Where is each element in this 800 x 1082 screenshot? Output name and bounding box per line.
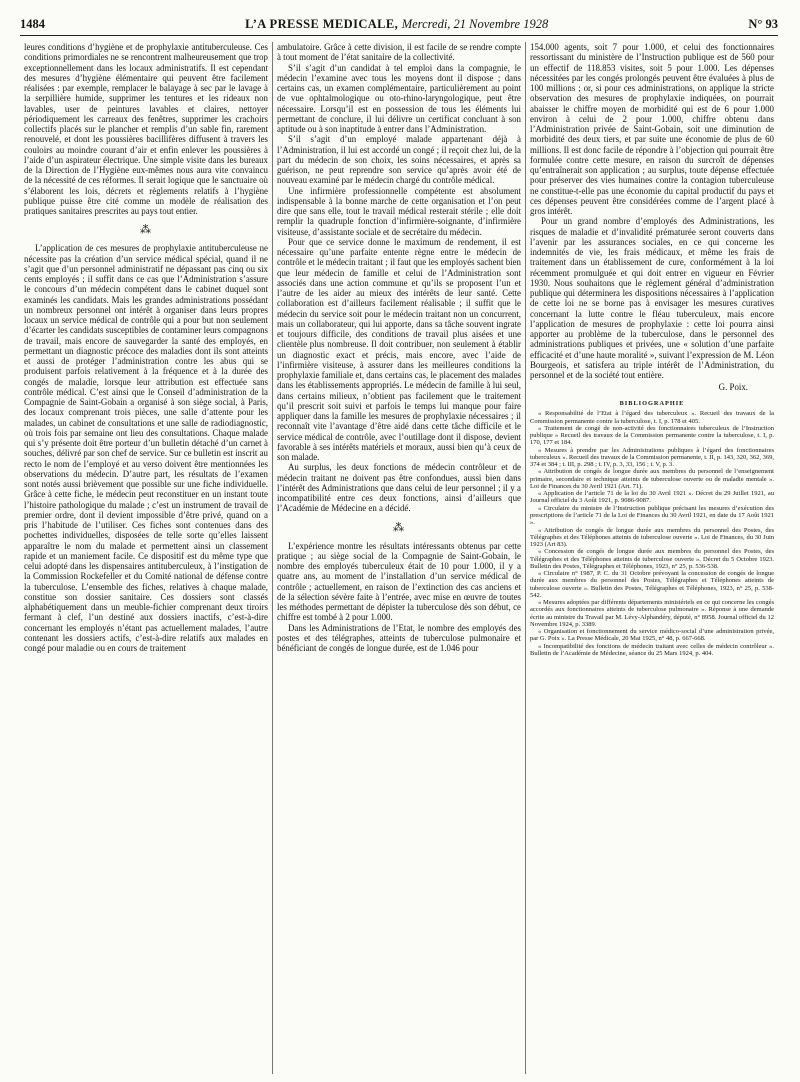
section-separator: ⁂ <box>140 224 152 237</box>
bibliography-entry: « Attribution de congés de longue durée aux membres du personnel de l’enseignement primaire, secondaire et technique atteints de tuberculose ouverte ou de maladie mentale ». Loi de Finances du 30 Avril 1921 (Art. 71). <box>530 468 774 490</box>
journal-title <box>245 17 548 32</box>
bibliography-entry: « Mesures à prendre par les Administrations publiques à l’égard des fonctionnaires tuberculeux ». Recueil des travaux de la Commission permanente, t. II, p. 143, 320, 362, 369, 374 et 384 ; t. III, p. 298 ; t. IV, p. 3, 33, 156 ; t. V, p. 3. <box>530 446 774 469</box>
paragraph: Une infirmière professionnelle compétente est absolument indispensable à la bonne marche de cette organisation et l’on peut dire que sans elle, tout le travail médical resterait stérile ; elle doit remplir la quadruple fonction d’infirmière-soignante, d’infirmière visiteuse, d’assistante sociale et de secrétaire du médecin. <box>277 185 521 237</box>
bibliography-entry: « Responsabilité de l’Etat à l’égard des tuberculeux ». Recueil des travaux de la Commission permanente contre la tuberculose, t. I, p. 178 et 405. <box>530 410 774 425</box>
bibliography-entry: « Concession de congés de longue durée aux membres du personnel des Postes, des Télégraphes et des Téléphones atteints de tuberculose ouverte ». Décret du 5 Octobre 1923. Bulletin des Postes, Télégraphes et Téléphones, 1923, n° 25, p. 536-538. <box>530 548 774 570</box>
bibliography-entry: « Incompatibilité des fonctions de médecin traitant avec celles de médecin contrôleur ». Bulletin de l’Académie de Médecine, séance du 25 Mars 1924, p. 404. <box>530 642 774 658</box>
bibliography-heading: BIBLIOGRAPHIE <box>619 400 685 408</box>
paragraph: L’application de ces mesures de prophylaxie antituberculeuse ne nécessite pas la création d’un service médical spécial, quand il ne s’agit que d’un personnel administratif ne dépassant pas cinq ou six cents employés ; il suffit dans ce cas que l’Administration s’assure le concours d’un médecin compétent dans le cabinet duquel sont examinés les candidats. Mais les grandes administrations possédant un nombreux personnel ont intérêt à organiser dans leurs propres locaux un service médical de contrôle qui a pour but non seulement d’écarter les candidats susceptibles de contaminer leurs compagnons de travail, mais encore de sauvegarder la santé des employés, en permettant un diagnostic précoce des maladies dont ils sont atteints et aussi de protéger l’administration contre les abus qui se produisent parfois relativement à la fréquence et à la durée des congés de maladie, lorsque leur attribution est effectuée sans contrôle médical. C’est ainsi que le Conseil d’administration de la Compagnie de Saint-Gobain a organisé à son siège social, à Paris, des locaux comprenant trois pièces, une salle d’attente pour les malades, un cabinet de consultations et une salle de radiodiagnostic, où trois fois par semaine ont lieu des consultations. Chaque malade qui s’y présente doit être porteur d’un bulletin détaché d’un carnet à souches, délivré par son chef de service. Sur ce bulletin est inscrit au recto le nom de l’employé et au verso doivent être mentionnées les observations du médecin. D’autre part, les résultats de l’examen sont notés aussi brièvement que possible sur une fiche individuelle. Grâce à cette fiche, le médecin peut reconstituer en un instant toute l’histoire pathologique du malade ; c’est un instrument de travail de premier ordre, dont il devient impossible d’être privé, quand on a pris l’habitude de l’utiliser. Ces fiches sont contenues dans des pochettes individuelles, disposées de telle sorte qu’elles laissent apparaître le nom du malade et permettent ainsi un classement rapide et un maniement facile. Ce dispositif est du même type que celui adopté dans les dispensaires antituberculeux, à l’instigation de la Commission Rockefeller et du Comité national de défense contre la tuberculose. L’ensemble des fiches, relatives à chaque malade, constitue son dossier sanitaire. Ces dossiers sont classés alphabétiquement dans un meuble-fichier comprenant deux tiroirs fermant à clef, l’un destiné aux dossiers inactifs, c’est-à-dire concernant les employés n’étant pas actuellement malades, l’autre contenant les dossiers actifs, c’est-à-dire relatifs aux malades en congé pour maladie ou en cours de traitement <box>24 243 268 653</box>
article-columns <box>20 42 778 1074</box>
paragraph: S’il s’agit d’un employé malade appartenant déjà à l’Administration, il lui est accordé un congé ; il reçoit chez lui, de la part du médecin de son choix, les soins nécessaires, et après sa guérison, ne peut reprendre son service qu’après avoir été de nouveau examiné par le médecin chargé du contrôle médical. <box>277 134 521 186</box>
paragraph: L’expérience montre les résultats intéressants obtenus par cette pratique ; au siège social de la Compagnie de Saint-Gobain, le nombre des employés tuberculeux était de 10 pour 1.000, il y a quatre ans, au moment de l’installation d’un service médical de contrôle ; actuellement, en raison de l’extinction des cas anciens et de la sélection sévère faite à l’entrée, avec mise en œuvre de toutes les méthodes permettant de dépister la tuberculose dès son début, ce chiffre est tombé à 2 pour 1.000. <box>277 540 521 623</box>
journal-name: L’A PRESSE MEDICALE, <box>245 17 399 31</box>
page-number: 1484 <box>20 17 45 31</box>
page-header <box>20 6 778 36</box>
author-signature: G. Poix. <box>718 382 748 393</box>
bibliography-list <box>530 410 774 657</box>
paragraph: S’il s’agit d’un candidat à tel emploi dans la compagnie, le médecin l’examine avec tous les moyens dont il dispose ; dans certains cas, un examen complémentaire, particulièrement au point de vue ophtalmologique ou oto-rhino-laryngologique, peut être nécessaire. Lorsqu’il est en possession de tous les éléments lui permettant de conclure, il lui délivre un certificat concluant à son aptitude ou à son inaptitude à entrer dans l’Administration. <box>277 62 521 134</box>
column-1 <box>20 42 272 1074</box>
section-separator: ⁂ <box>393 521 405 534</box>
paragraph: ambulatoire. Grâce à cette division, il est facile de se rendre compte à tout moment de l’état sanitaire de la collectivité. <box>277 42 521 63</box>
issue-date: Mercredi, 21 Novembre 1928 <box>401 17 549 31</box>
bibliography-entry: « Mesures adoptées par différents départements ministériels en ce qui concerne les congés accordés aux fonctionnaires atteints de tuberculose pulmonaire ». Réponse à une demande écrite au ministre du Travail par M. Lévy-Alphandéry, député, n° 8958. Journal officiel du 12 Novembre 1924, p. 3389. <box>530 599 774 628</box>
bibliography-entry: « Attribution de congés de longue durée aux membres du personnel des Postes, des Télégraphes et des Téléphones atteints de tuberculose ouverte ». Loi de Finances, du 30 Juin 1923 (Art 83). <box>530 526 774 549</box>
paragraph: Pour un grand nombre d’employés des Administrations, les risques de maladie et d’invalidité prématurée seront couverts dans l’avenir par les assurances sociales, en ce qui concerne les indemnités de vie, les frais médicaux, et même les frais de traitement dans un établissement de cure, conformément à la loi récemment promulguée et qui doit entrer en vigueur en Février 1930. Nous souhaitons que le règlement général d’administration publique qui déterminera les dispositions nécessaires à l’application de cette loi ne se borne pas à envisager les mesures curatives concernant la lutte contre le fléau tuberculeux, mais encore l’application de mesures de prophylaxie : cette loi pourra ainsi apporter au problème de la tuberculose, dans le personnel des administrations publiques et privées, une « solution d’une parfaite efficacité et d’une haute moralité », suivant l’expression de M. Léon Bourgeois, et satisfera au triple intérêt de l’Administration, du personnel et de la société tout entière. <box>530 216 774 380</box>
column-2 <box>272 42 525 1074</box>
paragraph: leures conditions d’hygiène et de prophylaxie antituberculeuse. Ces conditions primordiales ne se rencontrent malheureusement que trop exceptionnellement dans les locaux administratifs. Il est cependant des mesures d’hygiène élémentaire qui peuvent être facilement réalisées : par exemple, remplacer le balayage à sec par le lavage à la serpillière humide, supprimer les tentures et les rideaux non lavables, user de peintures lavables et claires, nettoyer périodiquement les carreaux des fenêtres, supprimer les crachoirs collectifs placés sur le plancher et remplis d’un sable fin, rarement renouvelé, et dont les poussières bacillifères diffusent à travers les couloirs au moindre courant d’air et enfin enlever les poussières à l’aide d’un aspirateur électrique. Une simple visite dans les bureaux de la Direction de l’Hygiène eux-mêmes nous aura vite convaincu de la nécessité de ces réformes. Il serait logique que le sanctuaire où s’élaborent les lois, décrets et règlements relatifs à l’hygiène publique puisse être cité comme un modèle de réalisation des pratiques sanitaires prescrites au pays tout entier. <box>24 42 268 216</box>
paragraph: Pour que ce service donne le maximum de rendement, il est nécessaire qu’une parfaite entente règne entre le médecin de contrôle et le médecin traitant ; il faut que les employés sachent bien que leur médecin de famille et celui de l’Administration sont associés dans une action commune et qu’ils se proposent l’un et l’autre de les aider au mieux des intérêts de leur santé. Cette collaboration est d’ailleurs facilement réalisable ; il suffit que le médecin du service soit pour le médecin traitant non un concurrent, mais un collaborateur, qui lui apporte, dans sa tâche souvent ingrate et toujours difficile, des conditions de travail plus aisées et une clientèle plus nombreuse. Il doit contribuer, non seulement à établir un diagnostic exact et précis, mais encore, avec l’aide de l’infirmière visiteuse, à assurer dans les meilleures conditions la prophylaxie familiale et, dans certains cas, le placement des malades dans les établissements appropriés. Le médecin de famille à lui seul, dans certains milieux, n’obtient pas facilement que le traitement qu’il prescrit soit suivi et parfois le temps lui manque pour faire appliquer dans la famille les mesures de prophylaxie nécessaires ; il reconnaît vite l’avantage d’être aidé dans cette tâche difficile et le service médical de contrôle, avec l’outillage dont il dispose, devient favorable à ses intérêts matériels et moraux, aussi bien qu’à ceux de son malade. <box>277 236 521 462</box>
bibliography-entry: « Circulaire n° 1987, P. C. du 31 Octobre prévoyant la concession de congés de longue durée aux membres du personnel des Postes, Télégraphes et Téléphones atteints de tuberculose ouverte ». Bulletin des Postes, Télégraphes et Téléphones, 1923, n° 25, p. 538-542. <box>530 570 774 599</box>
bibliography-entry: « Application de l’article 71 de la loi du 30 Avril 1921 ». Décret du 29 Juillet 1921, au Journal officiel du 3 Août 1921, p. 9086-9087. <box>530 490 774 505</box>
paragraph: 154.000 agents, soit 7 pour 1.000, et celui des fonctionnaires ressortissant du ministère de l’Instruction publique est de 560 pour un effectif de 118.853 visites, soit 5 pour 1.000. Les dépenses nécessitées par les congés prolongés peuvent être évaluées à plus de 100 millions ; or, si pour ces administrations, on applique la stricte observation des mesures de prophylaxie indiquées, on pourrait abaisser le chiffre moyen de morbidité qui est de 6 pour 1.000 environ à celui de 2 pour 1.000, chiffre obtenu dans l’Administration privée de Saint-Gobain, soit une diminution de morbidité des deux tiers, et par suite une économie de plus de 60 millions. Il est donc facile de répondre à l’objection qui pourrait être formulée contre cette mesure, en raison du surcroît de dépenses qu’entraînerait son application ; au surplus, toute dépense effectuée pour préserver des vies humaines contre la contagion tuberculeuse ne constitue-t-elle pas une économie du capital productif du pays et ces dépenses peuvent être considérées comme de l’argent placé à gros intérêt. <box>530 42 774 216</box>
bibliography-entry: « Traitement de congé de non-activité des fonctionnaires tuberculeux de l’Instruction publique » Recueil des travaux de la Commission permanente contre la tuberculose, t. I, p. 170, 177 et 184. <box>530 424 774 447</box>
bibliography-entry: « Organisation et fonctionnement du service médico-social d’une administration privée, par G. Poix ». La Presse Médicale, 20 Mai 1925, n° 48, p. 667-668. <box>530 628 774 643</box>
paragraph: Dans les Administrations de l’Etat, le nombre des employés des postes et des télégraphes, atteints de tuberculose pulmonaire et bénéficiant de congés de longue durée, est de 1.046 pour <box>277 622 521 653</box>
paragraph: Au surplus, les deux fonctions de médecin contrôleur et de médecin traitant ne doivent pas être confondues, aussi bien dans l’intérêt des Administrations que dans celui de leur personnel ; il y a incompatibilité entre ces deux fonctions, ainsi d’ailleurs que l’Académie de Médecine en a décidé. <box>277 462 521 514</box>
bibliography-entry: « Circulaire du ministre de l’Instruction publique précisant les mesures d’exécution des prescriptions de l’article 71 de la Loi de Finances du 30 Avril 1921, en date du 17 Août 1921 ». <box>530 504 774 527</box>
column-3 <box>525 42 778 1074</box>
issue-number: N° 93 <box>748 17 778 31</box>
